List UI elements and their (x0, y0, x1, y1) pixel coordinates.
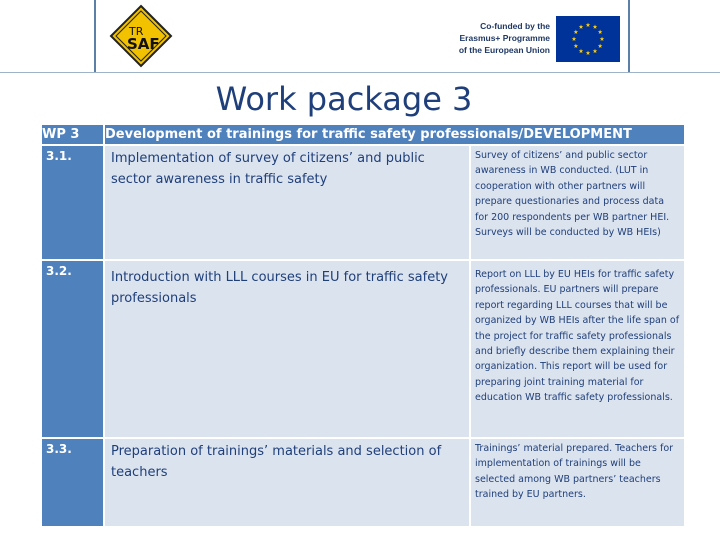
activity-title: Preparation of trainings’ materials and selection of teachers (104, 438, 470, 526)
eu-cofunding-block (446, 16, 622, 66)
activity-title: Implementation of survey of citizens’ and public sector awareness in traffic safety (104, 145, 470, 260)
logo-text-bottom: SAF (127, 35, 160, 53)
page-title: Work package 3 (215, 80, 473, 118)
table-row (42, 145, 684, 260)
activity-id: 3.1. (42, 145, 104, 260)
work-package-table (42, 125, 684, 526)
table-row (42, 438, 684, 526)
logo-text-top: TR (129, 25, 144, 38)
activity-description: Report on LLL by EU HEIs for traffic safety professionals. EU partners will prepare report regarding LLL courses that will be organized by WB HEIs after the life span of the project for traffic safety professionals and briefly describe them explaining their organization. This report will be used for preparing joint training material for education WB traffic safety professionals. (470, 260, 684, 438)
header-divider-left (94, 0, 96, 72)
eu-line-3: of the European Union (458, 45, 550, 55)
activity-description: Trainings’ material prepared. Teachers for implementation of trainings will be selected among WB partners’ teachers trained by EU partners. (470, 438, 684, 526)
tras-logo-icon (109, 4, 173, 68)
eu-line-2: Erasmus+ Programme (459, 33, 550, 43)
eu-cofunding-text (446, 20, 550, 56)
activity-description: Survey of citizens’ and public sector awareness in WB conducted. (LUT in cooperation with other partners will prepare questionaries and process data for 200 respondents per WB partner HEI. Surveys will be conducted by WB HEIs) (470, 145, 684, 260)
header-divider-right (628, 0, 630, 72)
eu-line-1: Co-funded by the (480, 21, 550, 31)
activity-id: 3.2. (42, 260, 104, 438)
eu-flag-icon (556, 16, 620, 62)
wp-id-cell: WP 3 (42, 125, 104, 145)
activity-title: Introduction with LLL courses in EU for traffic safety professionals (104, 260, 470, 438)
wp-title-cell: Development of trainings for traffic safety professionals/DEVELOPMENT (104, 125, 684, 145)
header-band (0, 0, 720, 73)
table-row (42, 260, 684, 438)
table-header-row (42, 125, 684, 145)
activity-id: 3.3. (42, 438, 104, 526)
